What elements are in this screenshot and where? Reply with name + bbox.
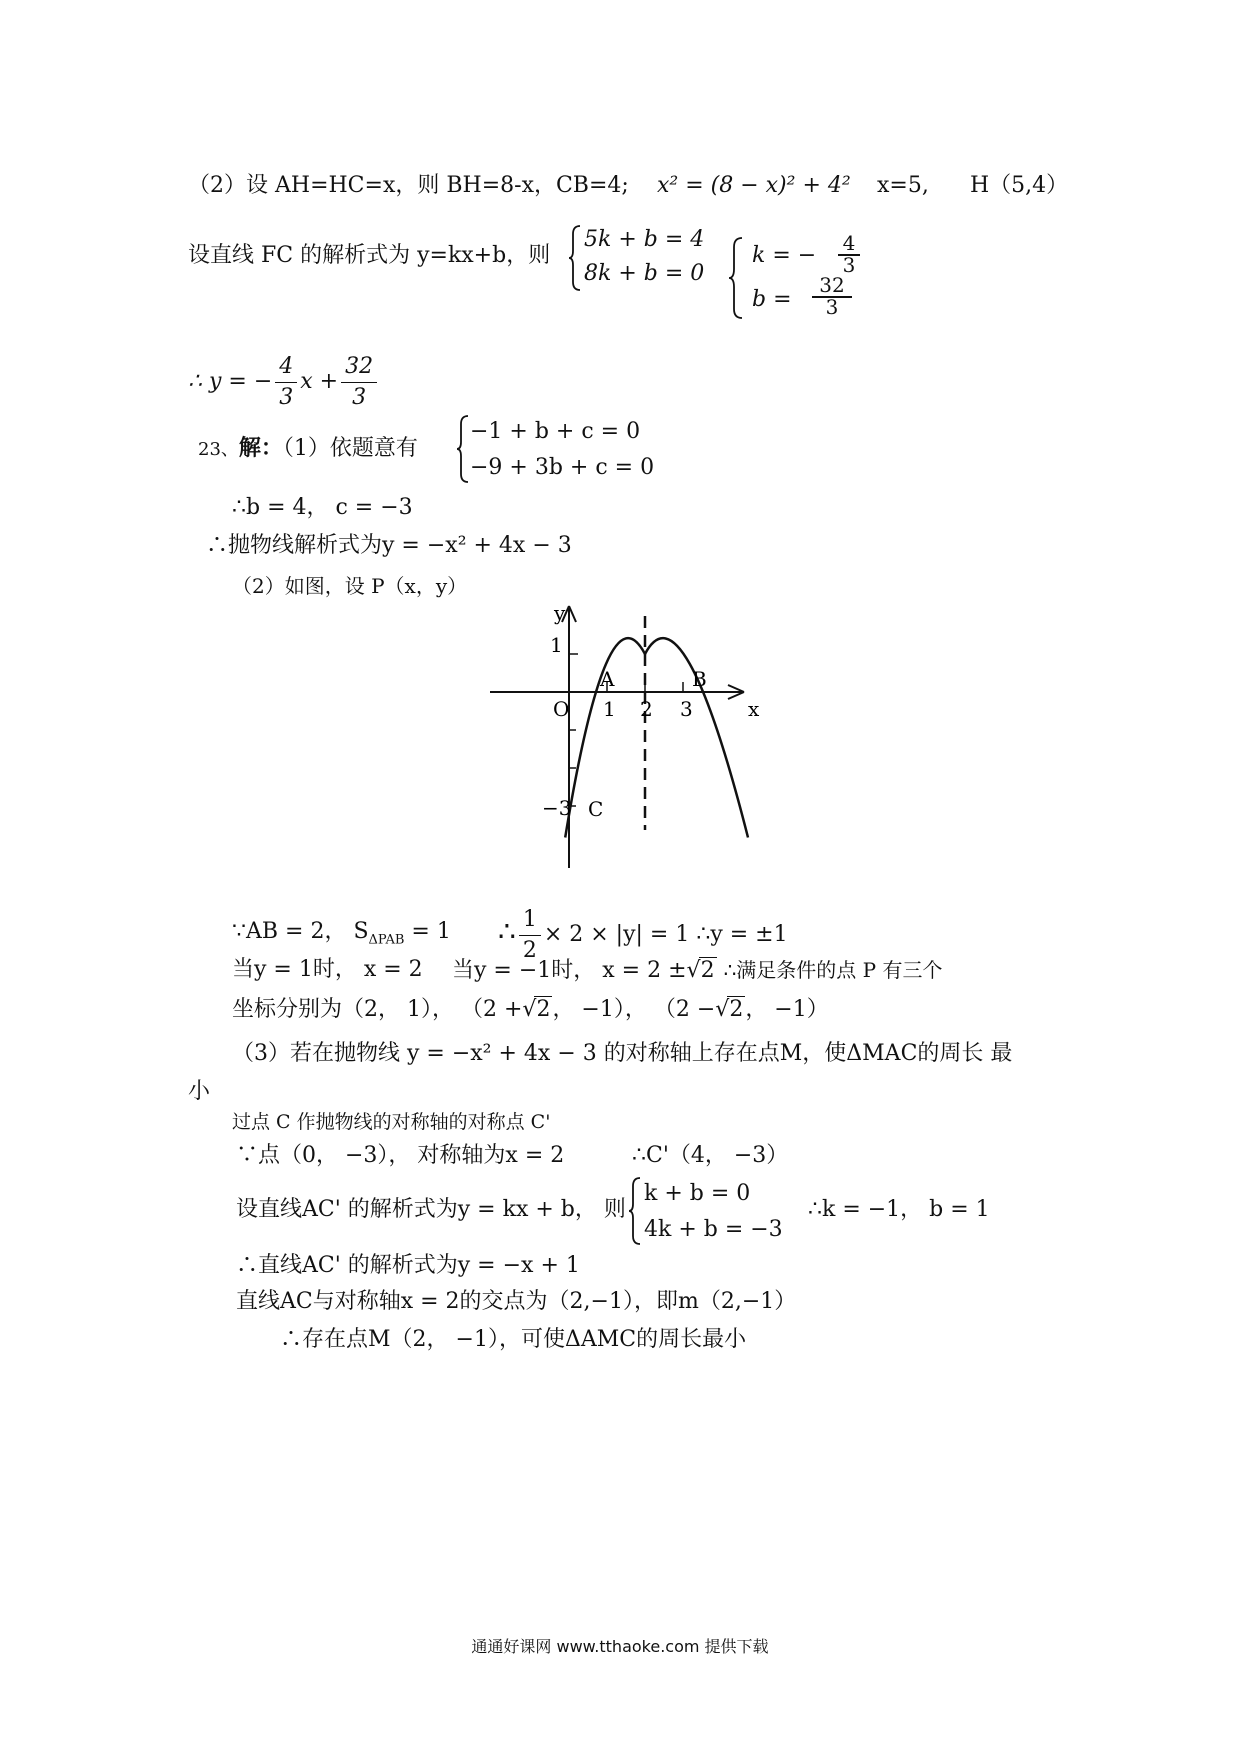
denominator: 3 [279, 384, 294, 410]
bc-values: ∴b = 4， c = −3 [232, 495, 413, 520]
area-equation-rest: × 2 × |y| = 1 ∴y = ±1 [543, 922, 788, 947]
numerator: 4 [275, 352, 297, 383]
p2-solution [728, 231, 928, 320]
p2-system-row: 8k + b = 0 [584, 261, 705, 286]
point-coordinates: 坐标分别为（2， 1）， （2 +√2， −1）， （2 −√2， −1） [232, 997, 829, 1022]
fc-result [188, 350, 380, 414]
part2-intro: （2）如图，设 P（x，y） [232, 574, 468, 598]
left-brace-icon [628, 1176, 642, 1246]
b-numerator: 32 [819, 273, 845, 297]
coords-middle: ， −1）， （2 − [552, 997, 716, 1022]
fraction [341, 352, 377, 413]
c-prime-point: ∴C'（4， −3） [632, 1143, 789, 1168]
fc-result-mid: x + [300, 369, 339, 394]
fc-result-prefix: ∴ y = − [188, 369, 273, 394]
footer-credit: 通通好课网 www.tthaoke.com 提供下载 [471, 1637, 769, 1656]
p2-equation: x² = (8 − x)² + 4² [657, 173, 851, 198]
ab-prefix: ∵AB = 2， S [232, 919, 369, 944]
p2-h-point: H（5,4） [970, 173, 1069, 198]
case-y-negative-text: 当y = −1时， x = 2 ± [452, 958, 687, 983]
ac-line-setup: 设直线AC' 的解析式为y = kx + b， 则 [236, 1197, 626, 1222]
point-a-label: A [600, 667, 615, 691]
x-tick-label: 1 [603, 697, 616, 721]
ac-system-row: 4k + b = −3 [644, 1217, 783, 1242]
parabola-graph [480, 600, 780, 872]
parabola-equation: ∴抛物线解析式为y = −x² + 4x − 3 [206, 533, 572, 558]
k-denominator: 3 [842, 253, 856, 277]
therefore-symbol: ∴ [498, 915, 516, 948]
numerator: 1 [519, 905, 541, 936]
x-tick-label: 3 [680, 697, 693, 721]
p2-system-row: 5k + b = 4 [584, 227, 705, 252]
q23-system [456, 414, 656, 486]
triangle-subscript: ΔPAB [368, 932, 405, 948]
left-brace-icon [456, 414, 470, 484]
sqrt-radicand: 2 [700, 958, 715, 983]
q23-system-row: −1 + b + c = 0 [470, 419, 641, 444]
x-tick-label: 2 [640, 697, 653, 721]
point-b-label: B [692, 667, 707, 691]
p2-x-value: x=5, [877, 173, 929, 198]
denominator: 2 [522, 937, 537, 963]
p2-line1 [188, 172, 629, 200]
left-brace-icon [728, 236, 744, 320]
q23-number: 23、 [198, 439, 239, 460]
coords-prefix: 坐标分别为（2， 1）， （2 + [232, 997, 523, 1022]
y-axis-label: y [554, 601, 566, 625]
denominator: 3 [352, 384, 367, 410]
q23-system-row: −9 + 3b + c = 0 [470, 455, 655, 480]
k-numerator: 4 [842, 231, 856, 255]
sqrt-radicand: 2 [729, 997, 744, 1022]
y-tick-label: −3 [542, 796, 572, 820]
point-c-label: C [588, 797, 604, 821]
case-y-positive: 当y = 1时， x = 2 [232, 957, 423, 982]
ac-equation: ∴直线AC' 的解析式为y = −x + 1 [236, 1253, 580, 1278]
ab-postfix: = 1 [404, 919, 451, 944]
symmetry-axis-fact: ∵点（0， −3）， 对称轴为x = 2 [236, 1143, 565, 1168]
three-points-note: ∴满足条件的点 P 有三个 [723, 958, 943, 982]
ac-solution: ∴k = −1， b = 1 [808, 1197, 990, 1222]
area-equation [498, 900, 788, 964]
x-axis-label: x [748, 697, 760, 721]
left-brace-icon [568, 224, 582, 292]
q23-heading [198, 434, 418, 464]
case-y-negative: 当y = −1时， x = 2 ±√2 ∴满足条件的点 P 有三个 [452, 958, 943, 983]
p2-system [568, 224, 748, 294]
q23-solve-label: 解： [238, 435, 283, 461]
q23-part1: （1）依题意有 [282, 436, 418, 461]
reflection-step: 过点 C 作抛物线的对称轴的对称点 C' [232, 1111, 551, 1133]
origin-label: O [553, 697, 570, 721]
conclusion: ∴存在点M（2， −1），可使ΔAMC的周长最小 [280, 1327, 747, 1352]
p2-text: （2）设 AH=HC=x，则 BH=8-x，CB=4; [188, 173, 629, 198]
b-denominator: 3 [825, 295, 839, 319]
part3-question: （3）若在抛物线 y = −x² + 4x − 3 的对称轴上存在点M，使ΔMAC的周长 最 [232, 1041, 1013, 1066]
k-label: k = − [752, 243, 817, 268]
ac-system-row: k + b = 0 [644, 1181, 751, 1206]
coords-suffix: ， −1） [745, 997, 829, 1022]
part3-question-wrap: 小 [188, 1079, 211, 1104]
fraction [275, 352, 297, 413]
b-label: b = [752, 287, 792, 312]
numerator: 32 [341, 352, 377, 383]
area-condition [232, 900, 451, 964]
y-tick-label: 1 [550, 633, 563, 657]
sqrt-radicand: 2 [536, 997, 551, 1022]
p2-line2: 设直线 FC 的解析式为 y=kx+b，则 [188, 243, 551, 268]
intersection-point: 直线AC与对称轴x = 2的交点为（2,−1），即m（2,−1） [236, 1289, 797, 1314]
ac-system [628, 1176, 788, 1248]
